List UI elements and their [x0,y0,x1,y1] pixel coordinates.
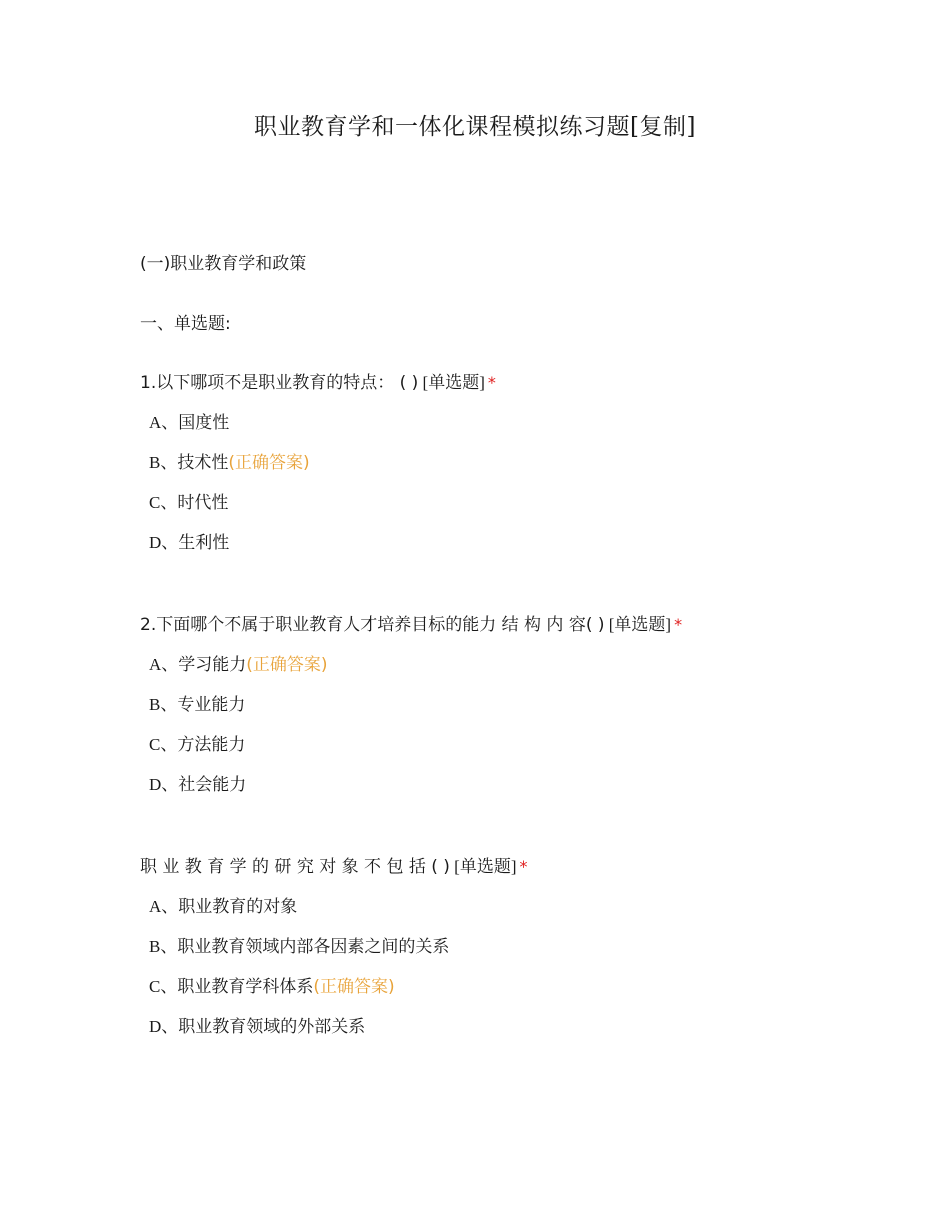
question-1 [140,371,840,571]
option-text: 专业能力 [177,695,246,715]
option-letter: A、 [149,655,179,674]
option-text: 技术性 [177,453,229,473]
option-letter: B、 [149,695,178,714]
option-letter: D、 [149,533,179,552]
option-text: 国度性 [178,413,230,433]
question-2 [140,613,840,813]
option-a [149,411,840,451]
question-type-heading: 一、单选题: [140,314,231,334]
option-letter: B、 [149,937,178,956]
required-mark: * [674,615,683,634]
option-d [149,773,840,813]
option-text: 职业教育领域的外部关系 [178,1017,366,1037]
document-title: 职业教育学和一体化课程模拟练习题[复制] [254,114,696,140]
option-text: 职业教育领域内部各因素之间的关系 [177,937,450,957]
question-2-stem [140,613,840,637]
option-text: 社会能力 [178,775,247,795]
option-d [149,1015,840,1055]
question-3-options [149,895,840,1055]
option-a [149,653,840,693]
question-1-stem [140,371,840,395]
option-text: 学习能力 [178,655,247,675]
option-letter: B、 [149,453,178,472]
required-mark: * [519,857,528,876]
correct-answer-label: (正确答案) [313,977,395,997]
option-letter: A、 [149,897,179,916]
option-text: 职业教育学科体系 [177,977,314,997]
option-text: 职业教育的对象 [178,897,298,917]
option-letter: D、 [149,1017,179,1036]
question-3 [140,855,840,1055]
question-1-text: 1.以下哪项不是职业教育的特点： ( ) [140,373,419,393]
option-letter: C、 [149,977,178,996]
option-text: 时代性 [177,493,229,513]
question-1-options [149,411,840,571]
option-letter: A、 [149,413,179,432]
question-2-options [149,653,840,813]
section-heading: (一)职业教育学和政策 [140,254,307,274]
question-2-text: 2.下面哪个不属于职业教育人才培养目标的能力 结 构 内 容( ) [140,615,605,635]
question-3-text: 职 业 教 育 学 的 研 究 对 象 不 包 括 ( ) [140,857,450,877]
question-1-type: [单选题] [418,373,485,392]
question-3-stem [140,855,840,879]
option-letter: C、 [149,735,178,754]
option-b [149,935,840,975]
option-d [149,531,840,571]
option-letter: D、 [149,775,179,794]
option-b [149,693,840,733]
correct-answer-label: (正确答案) [246,655,328,675]
question-3-type: [单选题] [449,857,517,876]
required-mark: * [487,373,496,392]
option-text: 方法能力 [177,735,246,755]
option-letter: C、 [149,493,178,512]
option-b [149,451,840,491]
option-a [149,895,840,935]
option-c [149,733,840,773]
option-c [149,975,840,1015]
question-2-type: [单选题] [604,615,672,634]
option-text: 生利性 [178,533,230,553]
option-c [149,491,840,531]
correct-answer-label: (正确答案) [228,453,310,473]
